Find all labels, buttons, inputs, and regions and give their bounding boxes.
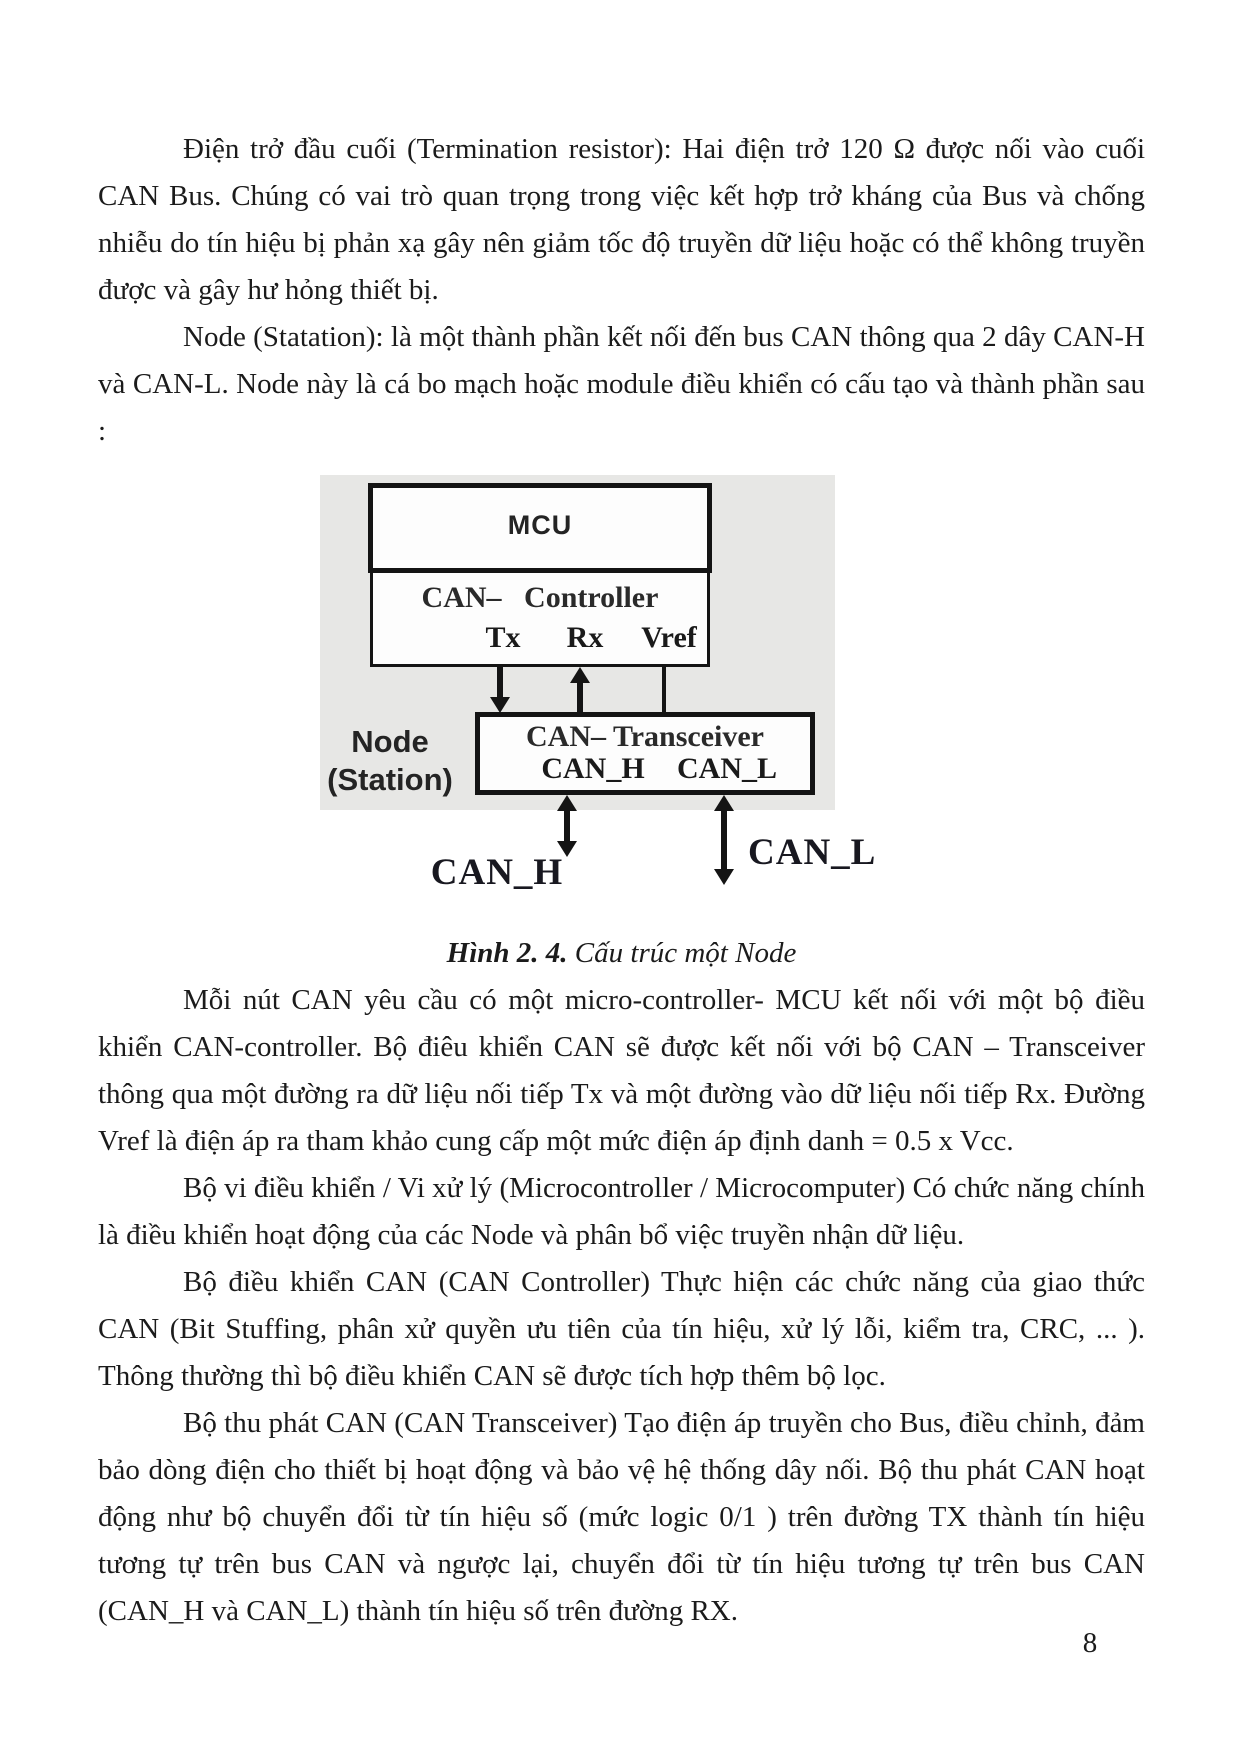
can-l-arrowhead-down-icon — [714, 869, 734, 885]
transceiver-pin-row — [480, 753, 810, 785]
page-number: 8 — [1082, 1627, 1098, 1659]
mcu-box — [368, 483, 712, 573]
tx-line — [497, 667, 503, 701]
figure-caption-number: Hình 2. 4. — [446, 937, 568, 969]
vref-line — [662, 667, 666, 715]
can-transceiver-label: CAN– Transceiver — [525, 720, 764, 753]
figure-caption-text: Cấu trúc một Node — [567, 937, 797, 969]
paragraph-can-transceiver: Bộ thu phát CAN (CAN Transceiver) Tạo điện áp truyền cho Bus, điều chỉnh, đảm bảo dòng điện cho thiết bị hoạt động và bảo vệ hệ thống dây nối. Bộ thu phát CAN hoạt động như bộ chuyển đổi từ tín hiệu số (mức logic 0/1 ) trên đường TX thành tín hiệu tương tự trên bus CAN và ngược lại, chuyển đổi từ tín hiệu tương tự trên bus CAN (CAN_H và CAN_L) thành tín hiệu số trên đường RX. — [98, 1407, 1145, 1627]
tx-arrowhead-down-icon — [490, 697, 510, 713]
paragraph-termination-resistor: Điện trở đầu cuối (Termination resistor): Hai điện trở 120 Ω được nối vào cuối CAN Bus. Chúng có vai trò quan trọng trong việc kết hợp trở kháng của Bus và chống nhiễu do tín hiệu bị phản xạ gây nên giảm tốc độ truyền dữ liệu hoặc có thể không truyền được và gây hư hỏng thiết bị. — [98, 133, 1145, 306]
pin-rx-label: Rx — [566, 621, 604, 654]
rx-line — [577, 681, 583, 715]
controller-pin-row — [373, 621, 707, 655]
can-l-bus-label: CAN_L — [748, 832, 877, 873]
page-content — [0, 126, 1240, 455]
pin-vref-label: Vref — [641, 621, 697, 654]
paragraph-mcu-connection: Mỗi nút CAN yêu cầu có một micro-controller- MCU kết nối với một bộ điều khiển CAN-controller. Bộ điêu khiển CAN sẽ được kết nối với bộ CAN – Transceiver thông qua một đường ra dữ liệu nối tiếp Tx và một đường vào dữ liệu nối tiếp Rx. Đường Vref là điện áp ra tham khảo cung cấp một mức điện áp định danh = 0.5 x Vcc. — [98, 984, 1145, 1157]
can-l-bus-line — [721, 807, 727, 873]
can-transceiver-box — [475, 712, 815, 795]
figure-caption — [98, 930, 1145, 977]
can-h-bus-label: CAN_H — [430, 852, 564, 893]
mcu-label: MCU — [507, 510, 573, 540]
pin-can-h-label: CAN_H — [541, 752, 645, 785]
figure-can-node-diagram — [0, 455, 1240, 930]
can-controller-box — [370, 573, 710, 667]
pin-can-l-label: CAN_L — [676, 752, 778, 785]
page-content-lower — [0, 930, 1240, 1635]
node-station-label — [318, 723, 462, 799]
node-station-label-line1: Node — [351, 724, 429, 759]
pin-tx-label: Tx — [485, 621, 521, 654]
paragraph-microcontroller: Bộ vi điều khiển / Vi xử lý (Microcontroller / Microcomputer) Có chức năng chính là điều khiển hoạt động của các Node và phân bổ việc truyền nhận dữ liệu. — [98, 1172, 1145, 1251]
paragraph-node-station: Node (Statation): là một thành phần kết nối đến bus CAN thông qua 2 dây CAN-H và CAN-L. Node này là cá bo mạch hoặc module điều khiển có cấu tạo và thành phần sau : — [98, 321, 1145, 447]
paragraph-can-controller: Bộ điều khiển CAN (CAN Controller) Thực hiện các chức năng của giao thức CAN (Bit Stuffing, phân xử quyền ưu tiên của tín hiệu, xử lý lỗi, kiểm tra, CRC, ... ). Thông thường thì bộ điều khiển CAN sẽ được tích hợp thêm bộ lọc. — [98, 1266, 1145, 1392]
can-h-bus-line — [564, 807, 570, 845]
can-controller-label: CAN– Controller — [421, 581, 659, 614]
node-station-label-line2: (Station) — [327, 762, 453, 797]
